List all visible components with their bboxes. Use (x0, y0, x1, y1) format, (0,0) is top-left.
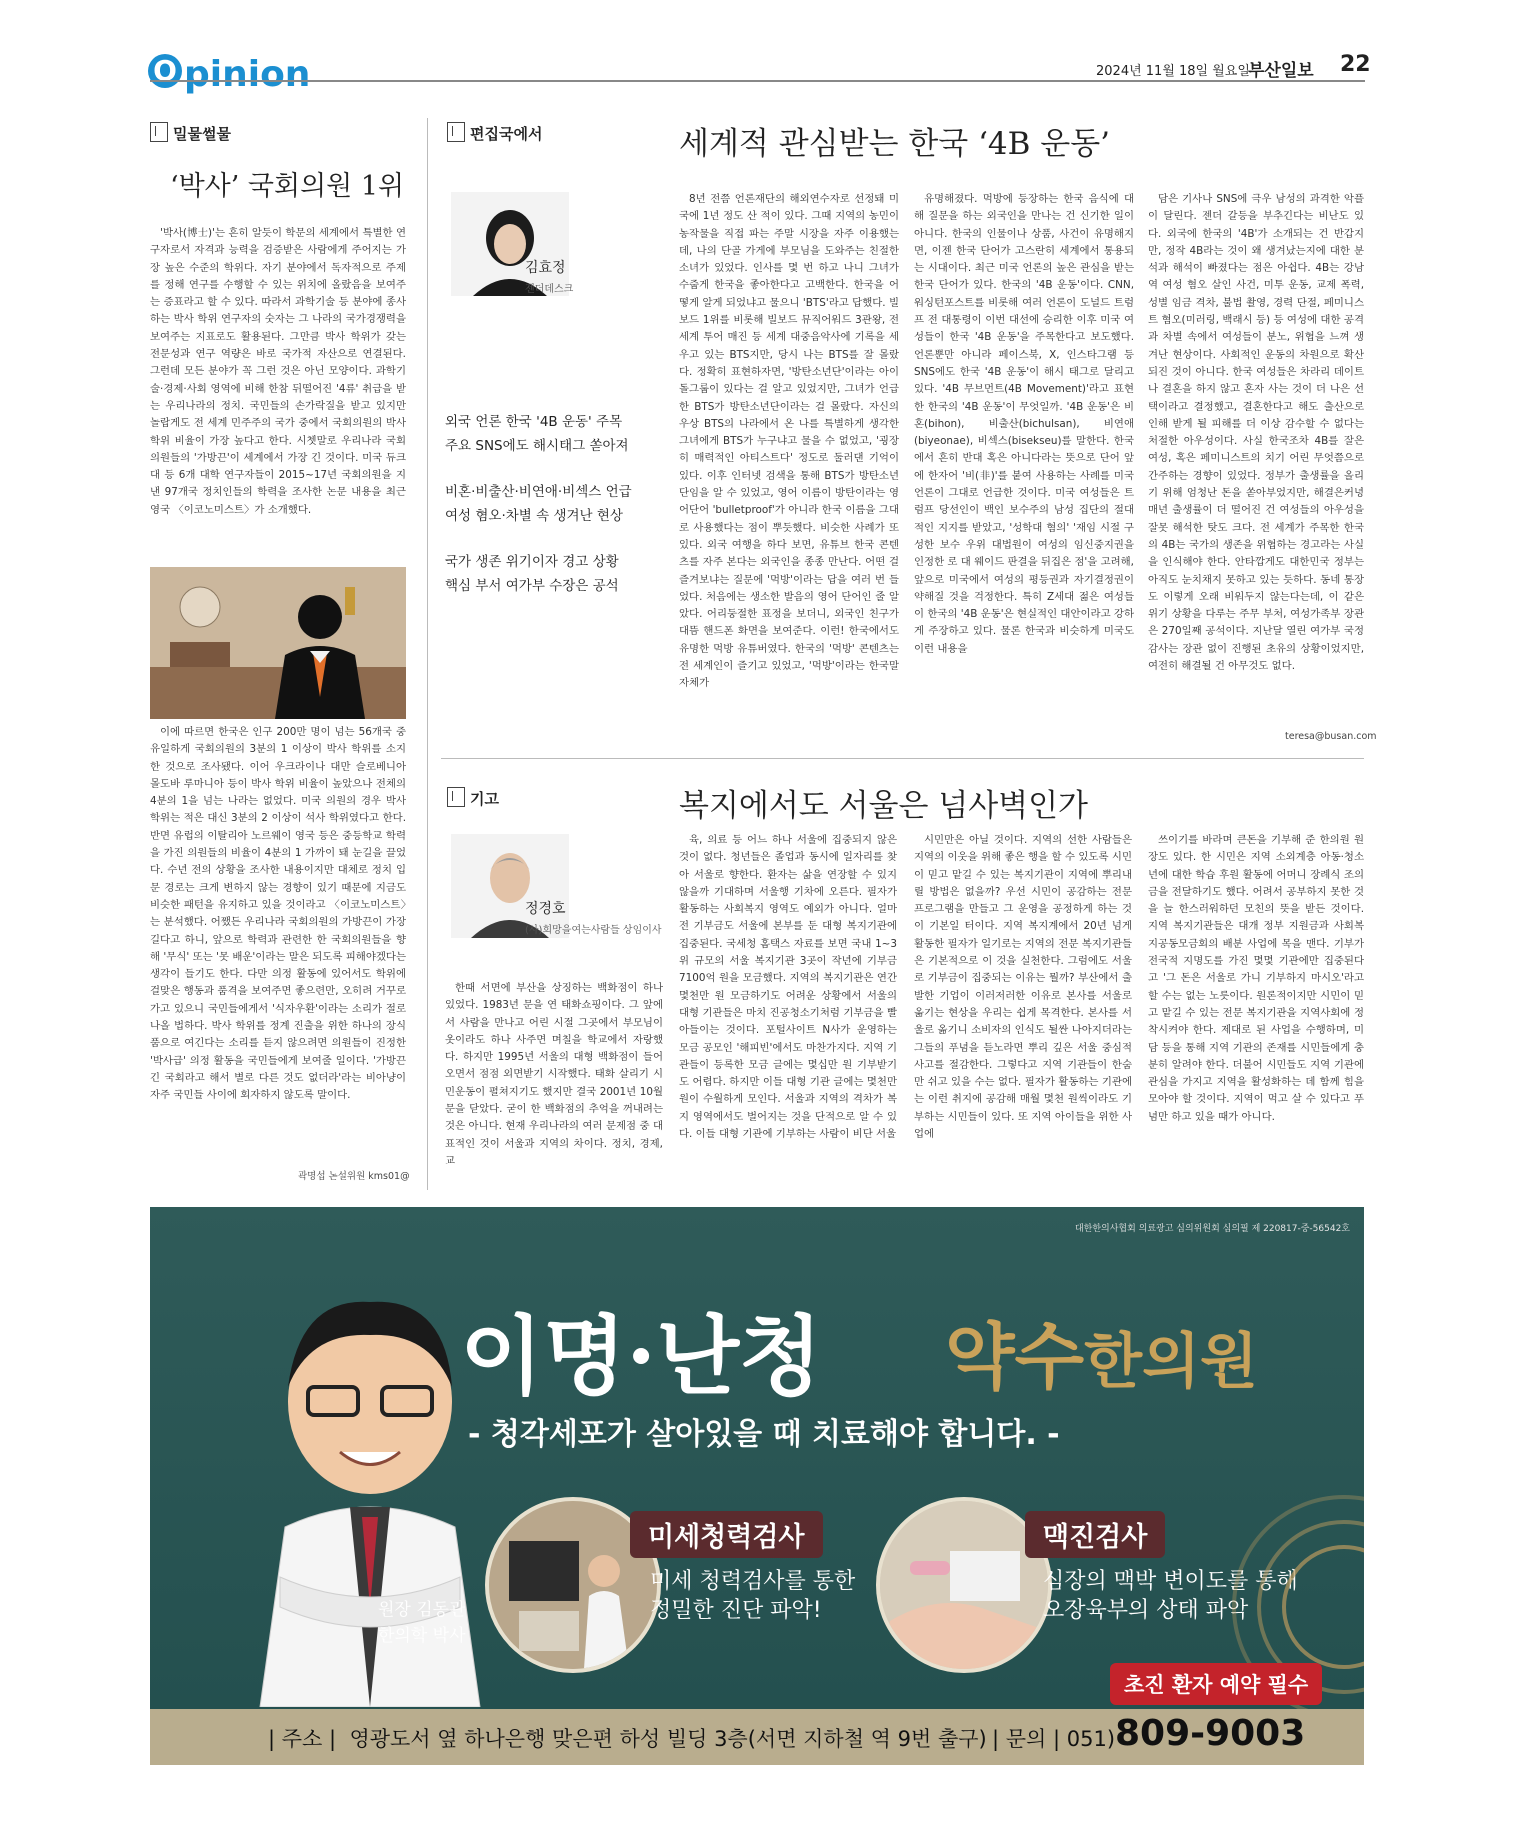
pull-quote-2: 주요 SNS에도 해시태그 쏟아져 (445, 438, 629, 454)
section-icon (447, 787, 465, 807)
column3-body-a: 한때 서면에 부산을 상징하는 백화점이 하나 있었다. 1983년 문을 연 태화쇼핑이다. 그 앞에서 사람을 만나고 어린 시절 그곳에서 부모님이 옷이라도 하나 사주면 며칠을 학교에서 자랑했다. 하지만 1995년 서울의 대형 백화점이 들어오면서 점점 외면받기 시작했다. 태화 살리기 시민운동이 펼쳐지기도 했지만 결국 2001년 10월 문을 닫았다. 굳이 한 백화점의 추억을 꺼내려는 것은 아니다. 현재 우리나라의 여러 문제점 중 대표적인 것이 서울과 지역의 차이다. 정치, 경제, 교 (445, 982, 663, 1167)
pull-quote-6: 핵심 부서 여가부 수장은 공석 (445, 578, 619, 594)
clinic-advertisement (150, 1207, 1364, 1709)
logo-o: O (148, 54, 182, 88)
pulse-test-label: 맥진검사 (1025, 1511, 1165, 1558)
author-role: (사)희망을여는사람들 상임이사 (525, 925, 662, 936)
column2-email: teresa@busan.com (1285, 731, 1377, 742)
column2-body-b: 유명해졌다. 먹방에 등장하는 한국 음식에 대해 질문을 하는 외국인을 만나는 건 신기한 일이 아니다. 한국의 인물이나 상품, 사건이 유명해지면, 이젠 한국 단어가 고스란히 세계에서 통용되는 시대이다. 최근 미국 언론의 높은 관심을 받는 한국 단어가 있다. 한국의 '4B 운동'이다. CNN, 워싱턴포스트를 비롯해 여러 언론이 도널드 트럼프 전 대통령이 이번 대선에 승리한 이후 미국 여성들이 한국 '4B 운동'을 주목한다고 보도했다. 언론뿐만 아니라 페이스북, X, 인스타그램 등 SNS에도 한국 '4B 운동'이 해시 태그로 달리고 있다. '4B 무브먼트(4B Movement)'라고 표현한 한국의 '4B 운동'이 무엇일까. '4B 운동'은 비혼(bihon), 비출산(bichulsan), 비연애(biyeonae), 비섹스(bisekseu)를 말한다. 한국에서 흔히 반대 혹은 아니다라는 뜻으로 단어 앞에 한자어 '비(非)'를 붙여 사용하는 사례를 미국 언론이 그대로 언급한 것이다. 미국 여성들은 트럼프 당선인이 백인 보수주의 남성 집단의 절대적인 지지를 받았고, '성학대 혐의' '재임 시절 구성한 보수 우위 대법원이 여성의 임신중지권을 인정한 로 대 웨이드 판결을 뒤집은 점'을 고려해, 앞으로 미국에서 여성의 평등권과 자기결정권이 약해질 것을 걱정한다. 특히 Z세대 젊은 여성들이 한국의 '4B 운동'은 현실적인 대안이라고 강하게 주장하고 있다. 물론 한국과 비슷하게 미국도 이런 내용을 (914, 193, 1134, 655)
column2-title: 세계적 관심받는 한국 ‘4B 운동’ (679, 126, 1111, 162)
column3-body-b: 육, 의료 등 어느 하나 서울에 집중되지 않은 것이 없다. 청년들은 졸업과 동시에 일자리를 찾아 서울로 향한다. 환자는 삶을 연장할 수 있지 않을까 기대하며 서울행 기차에 오른다. 필자가 활동하는 사회복지 영역도 예외가 아니다. 얼마전 기부금도 서울에 본부를 둔 대형 복지기관에 집중된다. 국세청 홈택스 자료를 보면 국내 1~3위 규모의 서울 복지기관 3곳이 작년에 기부금 7100억 원을 모금했다. 지역의 복지기관은 연간 몇천만 원 모금하기도 어려운 상황에서 서울의 대형 기관들은 마치 진공청소기처럼 기부금을 빨아들이는 것이다. 포털사이트 N사가 운영하는 모금 공모인 '해피빈'에서도 마찬가지다. 지역 기관들이 등록한 모금 글에는 몇십만 원 기부받기도 어렵다. 하지만 이들 대형 기관 글에는 몇천만 원이 수월하게 모인다. 서울과 지역의 격차가 복지 영역에서도 벌어지는 것을 단적으로 알 수 있다. 이들 대형 기관에 기부하는 사람이 비단 서울 (679, 834, 897, 1141)
pull-quote-1: 외국 언론 한국 '4B 운동' 주목 (445, 414, 623, 430)
parliament-silhouette-illustration (150, 567, 406, 719)
ad-clinic-name: 약수한의원 (945, 1314, 1258, 1399)
hearing-test-description: 미세 청력검사를 통한 정밀한 진단 파악! (650, 1569, 856, 1623)
section-label-contribution: 기고 (447, 787, 499, 809)
ad-contact-bar (150, 1709, 1364, 1765)
logo-text: pinion (184, 54, 311, 95)
column2-body-c: 담은 기사나 SNS에 극우 남성의 과격한 악플이 달린다. 젠더 갈등을 부추긴다는 비난도 있다. 외국에 한국의 '4B'가 소개되는 건 반갑지만, 정작 4B라는 것이 왜 생겨났는지에 대한 분석과 해석이 빠졌다는 점은 아쉽다. 4B는 강남역 여성 혐오 살인 사건, 미투 운동, 교제 폭력, 성별 임금 격차, 불법 촬영, 경력 단절, 페미니스트 혐오(미러링, 백래시 등) 등 여성에 대한 공격과 차별 속에서 여성들이 분노, 위협을 느껴 생겨난 현상이다. 사회적인 운동의 차원으로 확산되진 것이 아니다. 한국 여성들은 차라리 데이트나 결혼을 하지 않고 혼자 사는 것이 더 나은 선택이라고 결정했고, 결혼한다고 해도 출산으로 인해 받게 될 피해를 더 이상 감수할 수 없다는 처절한 아우성이다. 사실 한국조차 4B를 잘은 여성, 혹은 페미니스트의 치기 어린 무엇쯤으로 간주하는 경향이 있었다. 정부가 출생률을 올리기 위해 엄청난 돈을 쏟아부었지만, 해결은커녕 매년 출생률이 더 떨어진 건 여성들의 아우성을 잘못 해석한 탓도 크다. 전 세계가 주목한 한국의 4B는 국가의 생존을 위협하는 경고라는 사실을 인식해야 한다. 안타깝게도 대한민국 정부는 아직도 눈치채지 못하고 있는 듯하다. 동네 통장도 이렇게 오래 비워두지 않는다는데, 이 같은 위기 상황을 다루는 주무 부처, 여성가족부 장관은 270일째 공석이다. 지난달 열린 여가부 국정 감사는 장관 없이 진행된 초유의 상황이었지만, 여전히 해결될 건 아무것도 없다. (1148, 193, 1364, 673)
pulse-test-illustration (880, 1501, 1048, 1669)
pull-quote-3: 비혼·비출산·비연애·비섹스 언급 (445, 484, 632, 500)
issue-date: 2024년 11월 18일 월요일 (1096, 64, 1250, 79)
column3-body-c: 시민만은 아닐 것이다. 지역의 선한 사람들은 지역의 이웃을 위해 좋은 행을 할 수 있도록 시민이 믿고 맡길 수 있는 복지기관이 지역에 뿌리내릴 방법은 없을까? 우선 시민이 공감하는 전문 프로그램을 만들고 그 운영을 공정하게 하는 것이 기본일 터이다. 지역 복지계에서 20년 넘게 활동한 필자가 일기로는 지역의 전문 복지기관들은 기본적으로 이 것을 실천한다. 그럼에도 서울로 기부금이 집중되는 이유는 뭘까? 부산에서 출발한 기업이 이러저러한 이유로 본사를 서울로 옮기는 현상을 우리는 쉽게 목격한다. 본사를 서울로 옮기니 소비자의 인식도 될싼 나아지더라는 그들의 푸념을 듣노라면 뿌리 깊은 서울 중심적 사고를 절감한다. 그렇다고 지역 기관들이 한숨만 쉬고 있을 수는 없다. 필자가 활동하는 기관에는 이런 취지에 공감해 매월 몇천 원씩이라도 기부하는 시민들이 있다. 또 지역 아이들을 위한 사업에 (914, 834, 1132, 1141)
ad-tagline: - 청각세포가 살아있을 때 치료해야 합니다. - (468, 1417, 1060, 1452)
column1-body-bottom: 이에 따르면 한국은 인구 200만 명이 넘는 56개국 중 유일하게 국회의원의 3분의 1 이상이 박사 학위를 소지한 것으로 조사됐다. 이어 우크라이나 대만 슬로베니아 몰도바 루마니아 등이 박사 학위 비율이 높았으나 전체의 4분의 1을 넘는 나라는 없었다. 미국 의원의 경우 박사 학위는 적은 대신 3분의 2 이상이 석사 학위였다고 한다. 반면 유럽의 이탈리아 노르웨이 영국 등은 중등학교 학력을 가진 의원들의 비율이 4분의 1 가까이 돼 눈길을 끌었다. 수년 전의 상황을 조사한 내용이지만 대체로 정치 입문 경로는 크게 변하지 않는 경향이 있기 때문에 지금도 비슷한 패턴을 유지하고 있을 것이라고 〈이코노미스트〉는 분석했다. 어쨌든 우리나라 국회의원의 가방끈이 가장 길다고 하니, 앞으로 학력과 관련한 한 국회의원들을 향해 '무식' 또는 '못 배운'이라는 말은 되도록 피해야겠다는 생각이 들기도 한다. 다만 의정 활동에 있어서도 학위에 걸맞은 행동과 품격을 보여주면 좋으련만, 오히려 거꾸로 가고 있으니 국민들에게서 '식자우환'이라는 소리가 절로 나올 법하다. 박사 학위를 정계 진출을 위한 하나의 장식품으로 여긴다는 소리를 듣지 않으려면 의원들이 진정한 '박사급' 의정 활동을 국민들에게 보여줄 일이다. '가방끈 긴 국회라고 해서 별로 다른 것도 없더라'라는 비아냥이 자주 국민들 사이에 회자하지 않도록 말이다. (150, 726, 406, 1102)
pull-quote-4: 여성 혐오·차별 속 생겨난 현상 (445, 508, 623, 524)
column1-body-top: '박사(博士)'는 흔히 알듯이 학문의 세계에서 특별한 연구자로서 자격과 능력을 검증받은 사람에게 주어지는 가장 높은 수준의 학위다. 자기 분야에서 독자적으로 주제를 정해 연구를 수행할 수 있는 위치에 올랐음을 보여주는 증표라고 할 수 있다. 따라서 과학기술 등 분야에 종사하는 박사 학위 연구자의 숫자는 그 나라의 국가경쟁력을 보여주는 지표로도 활용된다. 그만큼 박사 학위가 갖는 전문성과 연구 역량은 바로 국가적 자산으로 연결된다. 그런데 모든 분야가 꼭 그런 것은 아닌 모양이다. 과학기술·경제·사회 영역에 비해 한참 뒤떨어진 '4류' 취급을 받는 우리나라의 정치. 국민들의 손가락질을 받고 있지만 놀랍게도 전 세계 민주주의 국가 중에서 국회의원의 박사 학위 비율이 가장 높다고 한다. 시쳇말로 우리나라 국회의원들의 '가방끈'이 세계에서 가장 긴 것이다. 미국 듀크대 등 6개 대학 연구자들이 2015~17년 국회의원을 지낸 97개국 정치인들의 학력을 조사한 논문 내용을 최근 영국 〈이코노미스트〉가 소개했다. (150, 227, 406, 516)
author-name: 김효정 (525, 260, 566, 276)
ad-address: | 주소 | 영광도서 옆 하나은행 맞은편 하성 빌딩 3층(서면 지하철 역 9번 출구) (268, 1727, 987, 1751)
section-label-editorial: 편집국에서 (447, 122, 542, 144)
opinion-logo (148, 54, 310, 95)
column2-body-a: 8년 전쯤 언론재단의 해외연수자로 선정돼 미국에 1년 정도 산 적이 있다. 그때 지역의 농민이 농작물을 직접 파는 주말 시장을 자주 이용했는데, 나의 단골 가게에 부모님을 도와주는 친절한 소녀가 있었다. 인사를 몇 번 하고 나니 그녀가 수줍게 한국을 좋아한다고 고백한다. 한국을 어떻게 알게 되었냐고 물으니 'BTS'라고 답했다. 빌보드 1위를 비롯해 빌보드 뮤직어워드 3관왕, 전 세계 투어 매진 등 세계 대중음악사에 기록을 세우고 있는 BTS지만, 당시 나는 BTS를 잘 몰랐다. 정확히 표현하자면, '방탄소년단'이라는 아이돌그룹이 있다는 걸 알고 있었지만, 그녀가 언급한 BTS가 방탄소년단이라는 걸 몰랐다. 자신의 우상 BTS의 나라에서 온 나를 특별하게 생각한 그녀에게 BTS가 누구냐고 물을 수 없었고, '굉장히 매력적인 아티스트다' 정도로 둘러댄 기억이 있다. 이후 인터넷 검색을 통해 BTS가 방탄소년단임을 알 수 있었고, 영어 이름이 방탄이라는 영어단어 'bulletproof'가 아니라 한국 이름을 그대로 사용했다는 점이 뿌듯했다. 비슷한 사례가 또 있다. 외국 여행을 하다 보면, 유튜브 한국 콘텐츠를 자주 본다는 외국인을 종종 만난다. 어떤 걸 즐겨보냐는 질문에 '먹방'이라는 답을 여러 번 들었다. 처음에는 생소한 발음의 영어 단어인 줄 알았다. 어리둥절한 표정을 보더니, 외국인 친구가 대뜸 핸드폰 화면을 보여준다. 이런! 한국에서도 유명한 먹방 유튜버였다. 한국의 '먹방' 콘텐츠는 전 세계인이 즐기고 있었고, '먹방'이라는 한국말 자체가 (679, 193, 899, 690)
pull-quote-5: 국가 생존 위기이자 경고 상황 (445, 554, 619, 570)
section-icon (447, 122, 465, 142)
author-role: 젠더데스크 (525, 284, 574, 295)
reservation-badge: 초진 환자 예약 필수 (1110, 1663, 1322, 1705)
column1-signature: 곽명섭 논설위원 kms01@ (298, 1171, 410, 1182)
column-divider (427, 118, 428, 1190)
doctor-degree: 한의학 박사 (378, 1626, 466, 1646)
column1-photo (150, 567, 406, 719)
ad-headline: 이명·난청 (460, 1306, 823, 1407)
ad-phone-label: | 문의 | 051) (992, 1727, 1116, 1751)
author-name: 정경호 (525, 901, 566, 917)
header-rule (150, 80, 1365, 82)
column3-title: 복지에서도 서울은 넘사벽인가 (679, 788, 1089, 824)
pulse-test-description: 심장의 맥박 변이도를 통해 오장육부의 상태 파악 (1043, 1569, 1298, 1623)
section-label-milmul: 밀물썰물 (150, 122, 231, 144)
newspaper-name: 부산일보 (1248, 61, 1314, 81)
doctor-title: 원장 김동관 (378, 1600, 466, 1620)
doctor-name-box (378, 1597, 466, 1649)
section-divider (441, 758, 1364, 759)
column1-title: ‘박사’ 국회의원 1위 (170, 171, 405, 202)
hearing-test-label: 미세청력검사 (630, 1511, 823, 1558)
column3-body-d: 쓰이기를 바라며 큰돈을 기부해 준 한의원 원장도 있다. 한 시민은 지역 소외계층 아동·청소년에 대한 학습 후원 활동에 어머니 장례식 조의금을 전달하기도 했다. 어려서 공부하지 못한 것을 늘 한스러워하던 모친의 뜻을 받든 것이다. 지역 복지기관들은 대개 정부 지원금과 사회복지공동모금회의 배분 사업에 목을 맨다. 기부가 전국적 지명도를 가진 몇몇 기관에만 집중된다고 '그 돈은 서울로 가니 기부하지 마시오'라고 할 수는 없는 노릇이다. 원론적이지만 시민이 믿고 맡길 수 있는 전문 복지기관을 지역사회에 정착시켜야 한다. 제대로 된 사업을 수행하며, 미담 등을 통해 지역 기관의 존재를 시민들에게 충분히 알려야 한다. 더불어 시민들도 지역 기관에 관심을 가지고 지역을 활성화하는 데 함께 힘을 모아야 할 것이다. 지역이 먹고 살 수 있다고 푸념만 하고 있을 때가 아니다. (1148, 834, 1364, 1123)
ad-phone-number: 809-9003 (1115, 1713, 1306, 1754)
section-icon (150, 122, 168, 142)
page-number: 22 (1340, 52, 1371, 77)
ad-approval-notice: 대한한의사협회 의료광고 심의위원회 심의필 제 220817-중-56542호 (1074, 1224, 1350, 1234)
